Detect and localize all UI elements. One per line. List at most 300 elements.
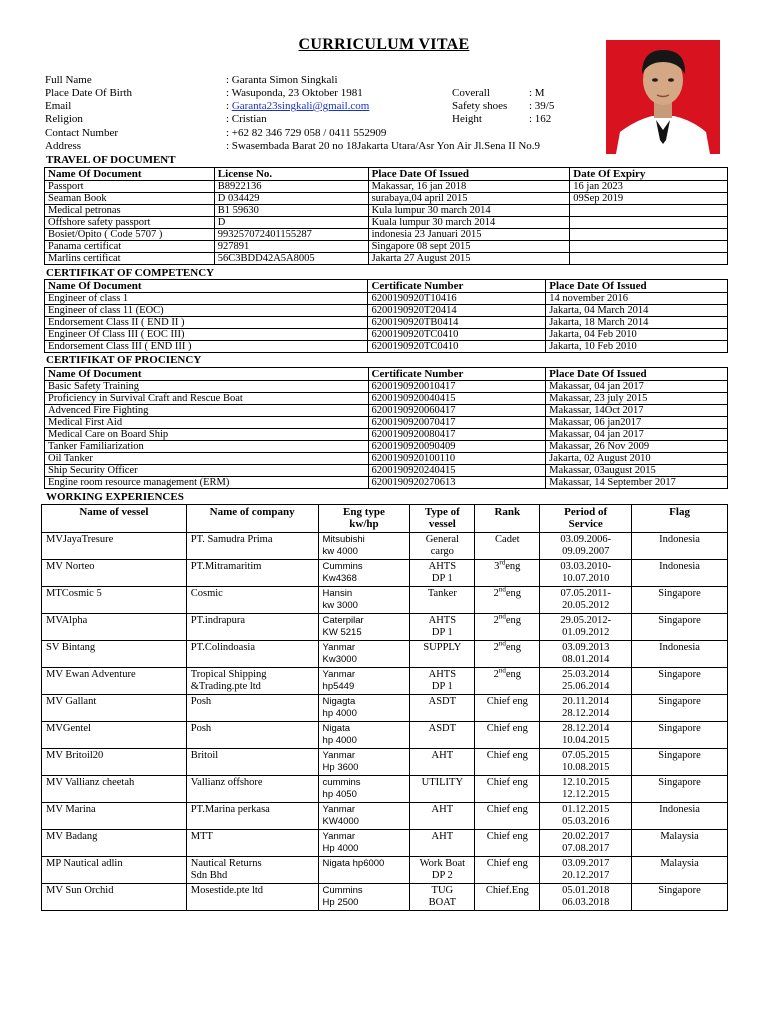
proficiency-table [44, 367, 728, 489]
eng-line: hp 4000 [322, 735, 357, 746]
company-cell [186, 830, 318, 857]
proficiency-number-cell: 6200190920040415 [368, 393, 546, 405]
eng-line: Nigata hp6000 [322, 858, 385, 869]
travel-issued-cell: Kuala lumpur 30 march 2014 [368, 217, 570, 229]
work-heading: WORKING EXPERIENCES [46, 491, 184, 503]
travel-name-cell: Marlins certificat [45, 253, 215, 265]
vessel-type-cell [410, 830, 475, 857]
proficiency-number-cell: 6200190920060417 [368, 405, 546, 417]
vessel-type-line: AHT [431, 750, 454, 761]
proficiency-issued-cell: Makassar, 26 Nov 2009 [546, 441, 728, 453]
email-colon: : [226, 100, 232, 112]
flag-cell: Singapore [632, 749, 728, 776]
travel-row [45, 217, 728, 229]
company-cell [186, 857, 318, 884]
period-line: 09.09.2007 [562, 546, 610, 557]
competency-name-cell: Engineer Of Class III ( EOC III) [45, 329, 368, 341]
period-cell [540, 722, 632, 749]
period-line: 20.11.2014 [562, 696, 610, 707]
period-line: 12.10.2015 [562, 777, 610, 788]
vessel-type-cell [410, 884, 475, 911]
vessel-type-cell [410, 749, 475, 776]
eng-cell [318, 722, 410, 749]
proficiency-issued-cell: Makassar, 04 jan 2017 [546, 381, 728, 393]
company-line: PT.Colindoasia [190, 642, 255, 653]
proficiency-col-issued: Place Date Of Issued [546, 368, 728, 381]
travel-name-cell: Offshore safety passport [45, 217, 215, 229]
travel-issued-cell: Singapore 08 sept 2015 [368, 241, 570, 253]
period-cell [540, 614, 632, 641]
work-col-type [410, 505, 475, 533]
rank-base: Chief eng [486, 777, 528, 788]
work-table [41, 504, 728, 911]
flag-cell: Singapore [632, 884, 728, 911]
vessel-type-line: TUG [431, 885, 454, 896]
competency-row [45, 293, 728, 305]
vessel-cell: MV Ewan Adventure [42, 668, 187, 695]
work-row [42, 830, 728, 857]
eng-line: Nigata [322, 723, 350, 734]
vessel-cell: MV Britoil20 [42, 749, 187, 776]
work-col-eng [318, 505, 410, 533]
travel-expiry-cell [570, 205, 728, 217]
company-cell [186, 614, 318, 641]
eng-line: Yanmar [322, 642, 356, 653]
competency-name-cell: Engineer of class 1 [45, 293, 368, 305]
travel-heading: TRAVEL OF DOCUMENT [46, 154, 176, 166]
company-cell [186, 776, 318, 803]
period-line: 01.12.2015 [562, 804, 610, 815]
eng-cell [318, 695, 410, 722]
eng-line: Kw3000 [322, 654, 357, 665]
eng-line: kw 4000 [322, 546, 358, 557]
vessel-type-cell [410, 641, 475, 668]
competency-row [45, 317, 728, 329]
vessel-cell: MV Vallianz cheetah [42, 776, 187, 803]
eng-line: cummins [322, 777, 361, 788]
period-line: 12.12.2015 [562, 789, 610, 800]
vessel-type-cell [410, 668, 475, 695]
contact-value: : +62 82 346 729 058 / 0411 552909 [226, 127, 387, 139]
proficiency-name-cell: Oil Tanker [45, 453, 369, 465]
rank-base: 2 [493, 642, 499, 653]
vessel-type-cell [410, 776, 475, 803]
proficiency-issued-cell: Jakarta, 02 August 2010 [546, 453, 728, 465]
period-line: 25.06.2014 [562, 681, 610, 692]
vessel-type-cell [410, 533, 475, 560]
proficiency-name-cell: Ship Security Officer [45, 465, 369, 477]
rank-base: Chief eng [486, 750, 528, 761]
vessel-type-line: DP 2 [431, 870, 453, 881]
travel-row [45, 241, 728, 253]
vessel-cell: MV Sun Orchid [42, 884, 187, 911]
rank-base: Chief eng [486, 804, 528, 815]
work-row [42, 614, 728, 641]
period-line: 28.12.2014 [562, 708, 610, 719]
work-row [42, 722, 728, 749]
period-cell [540, 587, 632, 614]
vessel-type-line: DP 1 [431, 627, 453, 638]
work-row [42, 884, 728, 911]
period-cell [540, 668, 632, 695]
work-col-type-l1: Type of [424, 506, 460, 518]
vessel-cell: MV Norteo [42, 560, 187, 587]
proficiency-number-cell: 6200190920100110 [368, 453, 546, 465]
eng-line: hp 4000 [322, 708, 357, 719]
eng-line: hp 4050 [322, 789, 357, 800]
rank-base: Chief eng [486, 696, 528, 707]
eng-cell [318, 830, 410, 857]
travel-expiry-cell: 09Sep 2019 [570, 193, 728, 205]
vessel-type-line: Tanker [427, 588, 457, 599]
travel-license-cell: B1 59630 [214, 205, 368, 217]
work-col-period [540, 505, 632, 533]
vessel-cell: MVGentel [42, 722, 187, 749]
proficiency-name-cell: Basic Safety Training [45, 381, 369, 393]
full-name-value: : Garanta Simon Singkali [226, 74, 338, 86]
eng-line: Yanmar [322, 831, 356, 842]
flag-cell: Malaysia [632, 857, 728, 884]
proficiency-name-cell: Proficiency in Survival Craft and Rescue Boat [45, 393, 369, 405]
height-label: Height [452, 113, 482, 125]
period-line: 28.12.2014 [562, 723, 610, 734]
work-col-company: Name of company [186, 505, 318, 533]
vessel-type-line: AHTS [428, 615, 457, 626]
vessel-type-cell [410, 695, 475, 722]
travel-license-cell: 993257072401155287 [214, 229, 368, 241]
company-cell [186, 803, 318, 830]
competency-row [45, 329, 728, 341]
competency-issued-cell: Jakarta, 04 March 2014 [546, 305, 728, 317]
rank-cell [475, 830, 540, 857]
work-col-vessel: Name of vessel [42, 505, 187, 533]
rank-base: Chief eng [486, 858, 528, 869]
work-row [42, 668, 728, 695]
eng-cell [318, 857, 410, 884]
travel-expiry-cell [570, 229, 728, 241]
eng-line: Caterpilar [322, 615, 364, 626]
rank-cell [475, 641, 540, 668]
period-cell [540, 560, 632, 587]
company-line: Cosmic [190, 588, 223, 599]
company-cell [186, 641, 318, 668]
company-line: &Trading.pte ltd [190, 681, 261, 692]
eng-line: Kw4368 [322, 573, 357, 584]
proficiency-row [45, 441, 728, 453]
company-cell [186, 722, 318, 749]
proficiency-name-cell: Advenced Fire Fighting [45, 405, 369, 417]
rank-cell [475, 587, 540, 614]
competency-number-cell: 6200190920TC0410 [368, 329, 546, 341]
flag-cell: Singapore [632, 695, 728, 722]
travel-name-cell: Panama certificat [45, 241, 215, 253]
eng-cell [318, 587, 410, 614]
travel-expiry-cell [570, 217, 728, 229]
flag-cell: Singapore [632, 668, 728, 695]
address-label: Address [45, 140, 82, 152]
period-line: 03.09.2017 [562, 858, 610, 869]
vessel-type-line: AHT [431, 831, 454, 842]
company-line: Vallianz offshore [190, 777, 263, 788]
work-row [42, 560, 728, 587]
rank-tail: eng [505, 669, 521, 680]
vessel-cell: MVJayaTresure [42, 533, 187, 560]
eng-cell [318, 668, 410, 695]
proficiency-header-row [45, 368, 728, 381]
vessel-type-line: ASDT [428, 696, 457, 707]
company-line: Nautical Returns [190, 858, 262, 869]
rank-tail: eng [505, 642, 521, 653]
eng-line: Cummins [322, 561, 363, 572]
rank-suffix: nd [498, 613, 506, 621]
rank-suffix: nd [498, 640, 506, 648]
rank-cell [475, 560, 540, 587]
proficiency-row [45, 465, 728, 477]
vessel-type-line: AHTS [428, 669, 457, 680]
flag-cell: Indonesia [632, 560, 728, 587]
competency-number-cell: 6200190920TB0414 [368, 317, 546, 329]
period-line: 03.09.2013 [562, 642, 610, 653]
work-col-rank: Rank [475, 505, 540, 533]
competency-name-cell: Endorsement Class II ( END II ) [45, 317, 368, 329]
travel-row [45, 193, 728, 205]
rank-cell [475, 695, 540, 722]
vessel-cell: MV Marina [42, 803, 187, 830]
travel-name-cell: Seaman Book [45, 193, 215, 205]
religion-label: Religion [45, 113, 83, 125]
proficiency-row [45, 477, 728, 489]
competency-header-row [45, 280, 728, 293]
flag-cell: Malaysia [632, 830, 728, 857]
competency-number-cell: 6200190920T20414 [368, 305, 546, 317]
eng-line: Mitsubishi [322, 534, 365, 545]
competency-col-number: Certificate Number [368, 280, 546, 293]
rank-tail: eng [505, 615, 521, 626]
competency-issued-cell: Jakarta, 18 March 2014 [546, 317, 728, 329]
flag-cell: Singapore [632, 722, 728, 749]
proficiency-row [45, 405, 728, 417]
portrait-image [606, 40, 720, 154]
eng-line: kw 3000 [322, 600, 358, 611]
eng-line: Cummins [322, 885, 363, 896]
full-name-label: Full Name [45, 74, 92, 86]
proficiency-name-cell: Medical Care on Board Ship [45, 429, 369, 441]
company-cell [186, 695, 318, 722]
work-row [42, 641, 728, 668]
document-title: CURRICULUM VITAE [298, 36, 470, 53]
flag-cell: Singapore [632, 587, 728, 614]
competency-name-cell: Endorsement Class III ( END III ) [45, 341, 368, 353]
eng-line: Nigagta [322, 696, 356, 707]
travel-license-cell: D [214, 217, 368, 229]
work-row [42, 533, 728, 560]
work-row [42, 776, 728, 803]
period-cell [540, 857, 632, 884]
religion-value: : Cristian [226, 113, 267, 125]
rank-base: 2 [493, 669, 499, 680]
work-col-eng-l1: Eng type [343, 506, 385, 518]
travel-expiry-cell: 16 jan 2023 [570, 181, 728, 193]
eng-line: Hp 2500 [322, 897, 359, 908]
proficiency-row [45, 393, 728, 405]
vessel-type-cell [410, 857, 475, 884]
proficiency-number-cell: 6200190920070417 [368, 417, 546, 429]
company-line: PT. Samudra Prima [190, 534, 273, 545]
competency-heading: CERTIFIKAT OF COMPETENCY [46, 267, 215, 279]
proficiency-number-cell: 6200190920240415 [368, 465, 546, 477]
vessel-type-line: Work Boat [419, 858, 466, 869]
work-row [42, 857, 728, 884]
company-line: Britoil [190, 750, 219, 761]
period-line: 03.09.2006- [560, 534, 612, 545]
vessel-type-line: General [425, 534, 459, 545]
travel-issued-cell: Kula lumpur 30 march 2014 [368, 205, 570, 217]
travel-issued-cell: indonesia 23 Januari 2015 [368, 229, 570, 241]
profile-photo [606, 40, 720, 154]
work-col-period-l2: Service [568, 518, 603, 530]
company-cell [186, 668, 318, 695]
competency-issued-cell: 14 november 2016 [546, 293, 728, 305]
coverall-label: Coverall [452, 87, 490, 99]
competency-issued-cell: Jakarta, 04 Feb 2010 [546, 329, 728, 341]
proficiency-row [45, 429, 728, 441]
rank-cell [475, 857, 540, 884]
rank-base: Chief eng [486, 831, 528, 842]
proficiency-issued-cell: Makassar, 04 jan 2017 [546, 429, 728, 441]
travel-col-license: License No. [214, 168, 368, 181]
period-cell [540, 749, 632, 776]
work-col-flag: Flag [632, 505, 728, 533]
rank-cell [475, 533, 540, 560]
travel-license-cell: D 034429 [214, 193, 368, 205]
proficiency-number-cell: 6200190920010417 [368, 381, 546, 393]
competency-name-cell: Engineer of class 11 (EOC) [45, 305, 368, 317]
vessel-cell: MP Nautical adlin [42, 857, 187, 884]
eng-line: Yanmar [322, 804, 356, 815]
vessel-type-line: SUPPLY [423, 642, 462, 653]
vessel-type-line: DP 1 [431, 573, 453, 584]
rank-cell [475, 776, 540, 803]
eng-cell [318, 776, 410, 803]
address-value: : Swasembada Barat 20 no 18Jakarta Utara/Asr Yon Air Jl.Sena II No.9 [226, 140, 541, 152]
company-cell [186, 884, 318, 911]
rank-base: Chief.Eng [485, 885, 529, 896]
work-row [42, 803, 728, 830]
company-line: PT.Mitramaritim [190, 561, 262, 572]
rank-tail: eng [505, 561, 521, 572]
vessel-type-line: AHTS [428, 561, 457, 572]
period-line: 05.03.2016 [562, 816, 610, 827]
travel-row [45, 181, 728, 193]
rank-base: 2 [493, 615, 499, 626]
company-cell [186, 587, 318, 614]
shoes-label: Safety shoes [452, 100, 508, 112]
eng-cell [318, 560, 410, 587]
travel-license-cell: 56C3BDD42A5A8005 [214, 253, 368, 265]
vessel-type-cell [410, 614, 475, 641]
competency-number-cell: 6200190920T10416 [368, 293, 546, 305]
travel-expiry-cell [570, 241, 728, 253]
email-value [226, 100, 369, 114]
period-line: 01.09.2012 [562, 627, 610, 638]
eng-line: Yanmar [322, 669, 356, 680]
period-line: 29.05.2012- [560, 615, 612, 626]
travel-name-cell: Bosiet/Opito ( Code 5707 ) [45, 229, 215, 241]
rank-base: 3 [494, 561, 500, 572]
period-cell [540, 830, 632, 857]
proficiency-name-cell: Tanker Familiarization [45, 441, 369, 453]
rank-base: 2 [493, 588, 499, 599]
proficiency-row [45, 417, 728, 429]
travel-header-row [45, 168, 728, 181]
work-row [42, 695, 728, 722]
proficiency-heading: CERTIFIKAT OF PROCIENCY [46, 354, 202, 366]
vessel-type-cell [410, 722, 475, 749]
company-cell [186, 560, 318, 587]
competency-row [45, 305, 728, 317]
competency-issued-cell: Jakarta, 10 Feb 2010 [546, 341, 728, 353]
vessel-cell: MTCosmic 5 [42, 587, 187, 614]
eng-line: Yanmar [322, 750, 356, 761]
vessel-type-cell [410, 803, 475, 830]
company-line: Posh [190, 696, 212, 707]
period-line: 06.03.2018 [562, 897, 610, 908]
competency-number-cell: 6200190920TC0410 [368, 341, 546, 353]
travel-issued-cell: Jakarta 27 August 2015 [368, 253, 570, 265]
proficiency-issued-cell: Makassar, 06 jan2017 [546, 417, 728, 429]
travel-row [45, 253, 728, 265]
vessel-cell: SV Bintang [42, 641, 187, 668]
birth-value: : Wasuponda, 23 Oktober 1981 [226, 87, 363, 99]
flag-cell: Singapore [632, 614, 728, 641]
vessel-cell: MVAlpha [42, 614, 187, 641]
flag-cell: Indonesia [632, 803, 728, 830]
travel-license-cell: B8922136 [214, 181, 368, 193]
flag-cell: Indonesia [632, 641, 728, 668]
period-cell [540, 776, 632, 803]
coverall-value: : M [529, 87, 545, 99]
vessel-type-line: BOAT [428, 897, 457, 908]
vessel-type-cell [410, 560, 475, 587]
proficiency-number-cell: 6200190920080417 [368, 429, 546, 441]
work-col-eng-l2: kw/hp [349, 518, 379, 530]
proficiency-name-cell: Medical First Aid [45, 417, 369, 429]
rank-tail: eng [505, 588, 521, 599]
proficiency-issued-cell: Makassar, 03august 2015 [546, 465, 728, 477]
rank-suffix: nd [498, 586, 506, 594]
rank-cell [475, 749, 540, 776]
travel-col-name: Name Of Document [45, 168, 215, 181]
competency-col-name: Name Of Document [45, 280, 368, 293]
period-line: 07.08.2017 [562, 843, 610, 854]
work-col-type-l2: vessel [428, 518, 456, 530]
work-row [42, 749, 728, 776]
period-cell [540, 884, 632, 911]
vessel-cell: MV Badang [42, 830, 187, 857]
travel-row [45, 229, 728, 241]
rank-base: Cadet [495, 534, 520, 545]
proficiency-issued-cell: Makassar, 23 july 2015 [546, 393, 728, 405]
period-line: 20.05.2012 [562, 600, 610, 611]
period-line: 10.04.2015 [562, 735, 610, 746]
proficiency-row [45, 453, 728, 465]
eng-cell [318, 641, 410, 668]
work-row [42, 587, 728, 614]
period-cell [540, 695, 632, 722]
eng-cell [318, 533, 410, 560]
period-cell [540, 533, 632, 560]
email-link[interactable]: Garanta23singkali@gmail.com [231, 100, 370, 112]
